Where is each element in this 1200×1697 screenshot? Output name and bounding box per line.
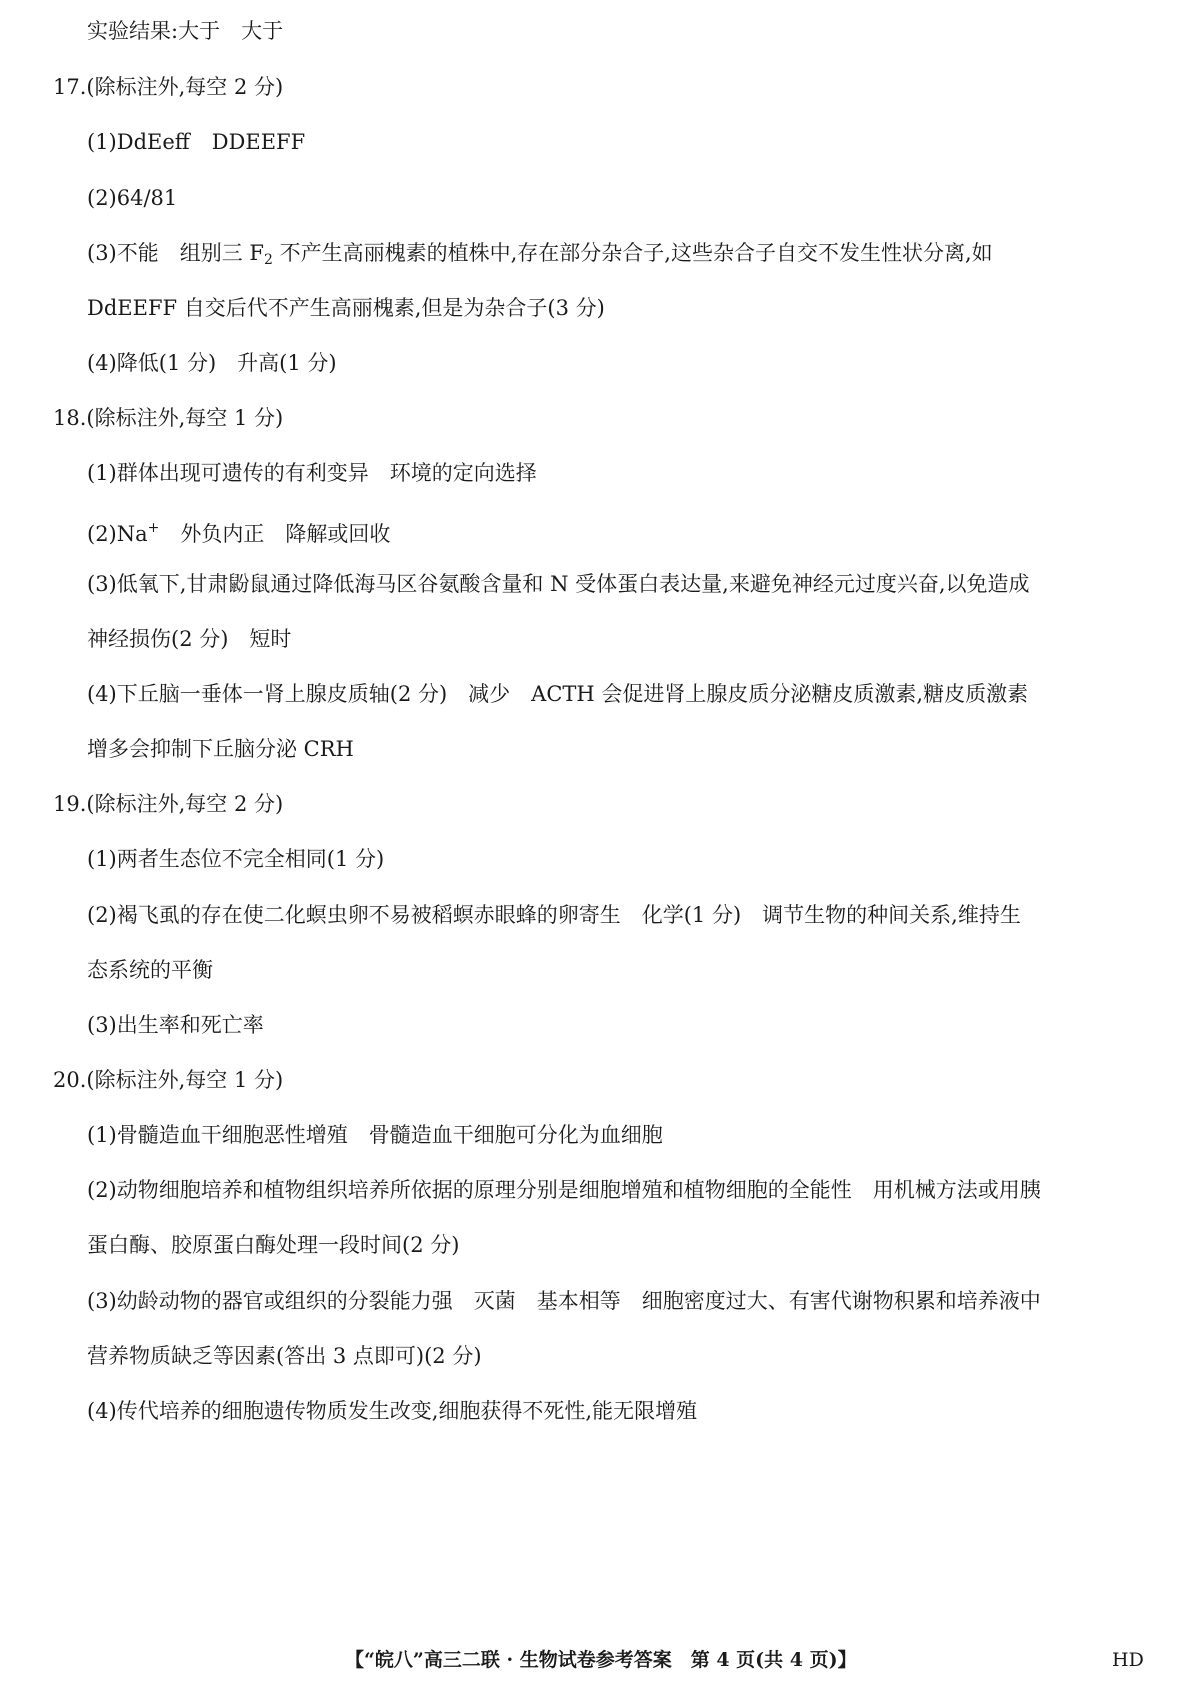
- q20-part1: (1)骨髓造血干细胞恶性增殖 骨髓造血干细胞可分化为血细胞: [87, 1123, 663, 1147]
- q18-part2: [87, 514, 390, 548]
- q17-part1: [87, 128, 305, 156]
- q19-heading: 19.(除标注外,每空 2 分): [53, 792, 284, 816]
- q20-part2: (2)动物细胞培养和植物组织培养所依据的原理分别是细胞增殖和植物细胞的全能性 用机械方法或用胰: [87, 1178, 1041, 1202]
- q17-part3-pre: (3)不能 组别三 F: [87, 241, 264, 265]
- q17-part3-continued: DdEEFF 自交后代不产生高丽槐素,但是为杂合子(3 分): [87, 296, 605, 320]
- q17-part4: (4)降低(1 分) 升高(1 分): [87, 351, 337, 375]
- q17-part3-subscript: 2: [264, 252, 273, 268]
- q19-part3: (3)出生率和死亡率: [87, 1013, 264, 1037]
- q18-part3-continued: 神经损伤(2 分) 短时: [87, 627, 292, 651]
- q17-heading: 17.(除标注外,每空 2 分): [53, 75, 284, 99]
- q19-part2-continued: 态系统的平衡: [87, 958, 213, 982]
- q17-part3: [87, 239, 993, 274]
- experiment-result-line: 实验结果:大于 大于: [87, 19, 284, 43]
- q19-part2: (2)褐飞虱的存在使二化螟虫卵不易被稻螟赤眼蜂的卵寄生 化学(1 分) 调节生物的种间关系,维持生: [87, 903, 1021, 927]
- q18-part3: (3)低氧下,甘肃鼢鼠通过降低海马区谷氨酸含量和 N 受体蛋白表达量,来避免神经元过度兴奋,以免造成: [87, 572, 1030, 596]
- footer-title: 【“皖八”高三二联 · 生物试卷参考答案 第 4 页(共 4 页)】: [345, 1649, 857, 1671]
- q17-part2: (2)64/81: [87, 186, 178, 210]
- q20-part3: (3)幼龄动物的器官或组织的分裂能力强 灭菌 基本相等 细胞密度过大、有害代谢物积累和培养液中: [87, 1289, 1041, 1313]
- q18-part2-superscript: +: [147, 520, 160, 536]
- q17-part1-answer-a: (1)DdEeff: [87, 130, 190, 154]
- q18-heading: 18.(除标注外,每空 1 分): [53, 406, 284, 430]
- q20-part2-continued: 蛋白酶、胶原蛋白酶处理一段时间(2 分): [87, 1233, 460, 1257]
- q18-part2-post: 外负内正 降解或回收: [159, 522, 391, 546]
- q20-part3-continued: 营养物质缺乏等因素(答出 3 点即可)(2 分): [87, 1344, 482, 1368]
- q18-part4-continued: 增多会抑制下丘脑分泌 CRH: [87, 737, 354, 761]
- q17-part1-answer-b: DDEEFF: [211, 130, 306, 154]
- q20-heading: 20.(除标注外,每空 1 分): [53, 1068, 284, 1092]
- q18-part2-pre: (2)Na: [87, 522, 148, 546]
- q18-part4: (4)下丘脑一垂体一肾上腺皮质轴(2 分) 减少 ACTH 会促进肾上腺皮质分泌糖皮质激素,糖皮质激素: [87, 682, 1029, 706]
- q19-part1: (1)两者生态位不完全相同(1 分): [87, 847, 385, 871]
- q18-part1: (1)群体出现可遗传的有利变异 环境的定向选择: [87, 461, 537, 485]
- q20-part4: (4)传代培养的细胞遗传物质发生改变,细胞获得不死性,能无限增殖: [87, 1399, 698, 1423]
- footer-code: HD: [1112, 1649, 1144, 1671]
- q17-part3-post: 不产生高丽槐素的植株中,存在部分杂合子,这些杂合子自交不发生性状分离,如: [272, 241, 993, 265]
